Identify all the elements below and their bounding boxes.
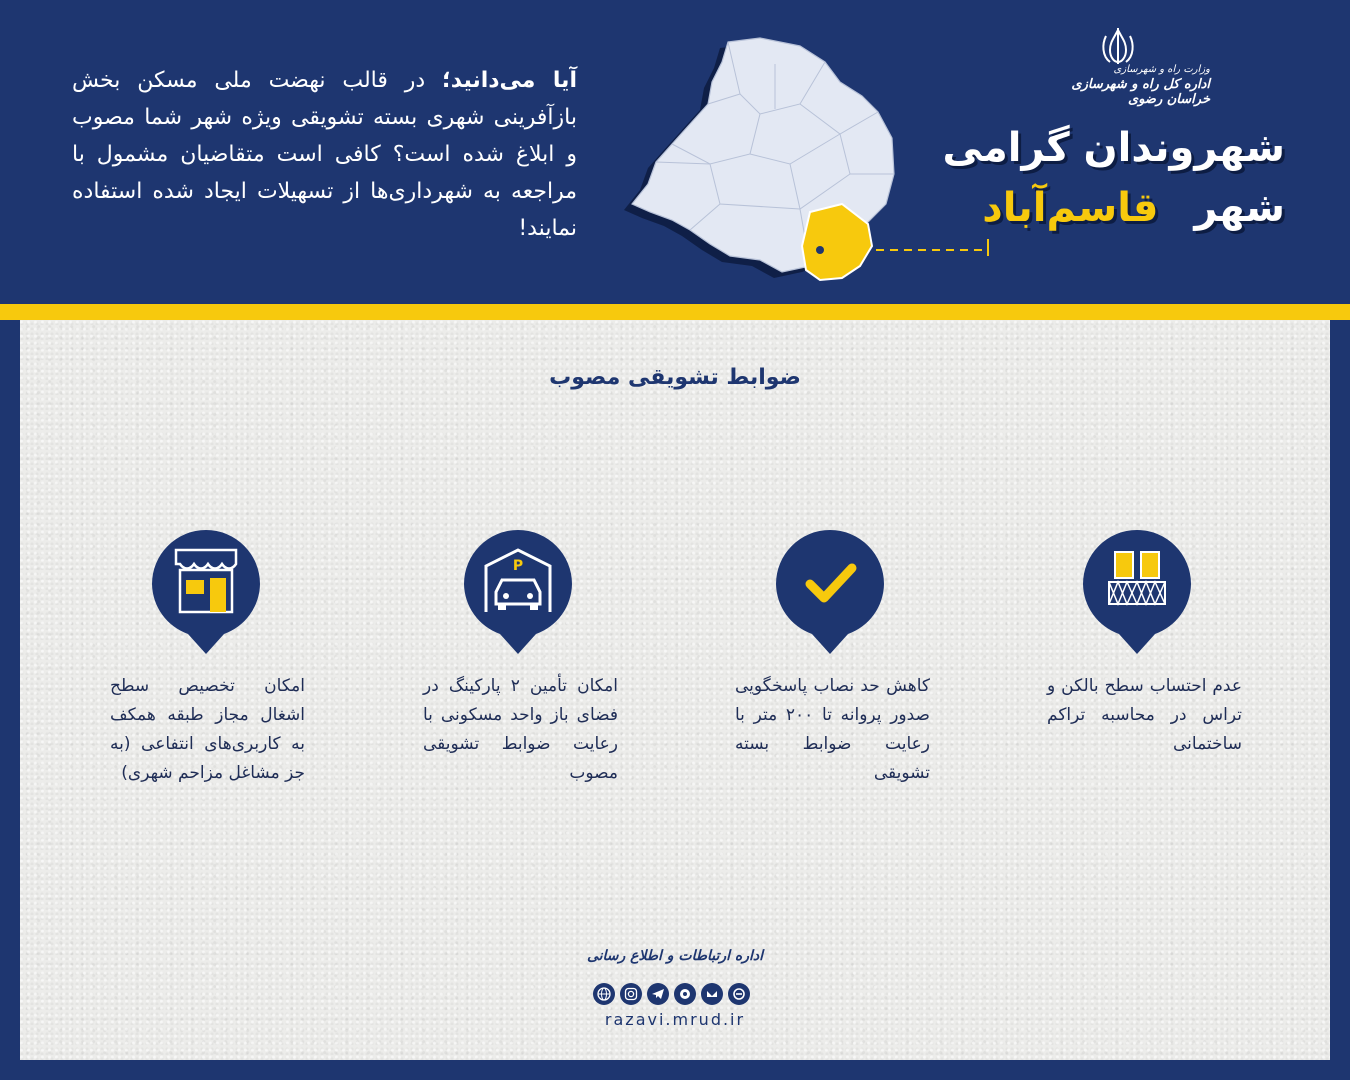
ministry-name: [1030, 64, 1210, 107]
ministry-line1: وزارت راه و شهرسازی: [1113, 64, 1210, 75]
checkmark-icon: [776, 530, 884, 660]
rubika-icon[interactable]: [728, 983, 750, 1005]
footer-org: اداره ارتباطات و اطلاع رسانی: [586, 948, 764, 964]
item-parking-text: امکان تأمین ۲ پارکینگ در فضای باز واحد مسکونی با رعایت ضوابط تشویقی مصوب: [423, 676, 619, 783]
did-you-know-text: [72, 62, 577, 247]
ministry-line2: اداره کل راه و شهرسازی خراسان رضوی: [1071, 77, 1210, 107]
eitaa-icon[interactable]: [674, 983, 696, 1005]
bale-icon[interactable]: [701, 983, 723, 1005]
instagram-icon[interactable]: [620, 983, 642, 1005]
citizens-title: شهروندان گرامی: [942, 125, 1285, 171]
balcony-icon: [1083, 530, 1191, 660]
city-name: قاسم‌آباد: [982, 185, 1159, 231]
did-you-know-lead: آیا می‌دانید؛: [441, 68, 577, 93]
telegram-icon[interactable]: [647, 983, 669, 1005]
city-title: [935, 185, 1285, 231]
item-shop-text: امکان تخصیص سطح اشغال مجاز طبقه همکف به کاربری‌های انتفاعی (به جز مشاغل مزاحم شهری): [110, 676, 305, 783]
city-word: شهر: [1194, 185, 1285, 231]
header-banner: [0, 0, 1350, 305]
web-icon[interactable]: [593, 983, 615, 1005]
shop-icon: [152, 530, 260, 660]
item-permit-text: کاهش حد نصاب پاسخگویی صدور پروانه تا ۲۰۰ متر با رعایت ضوابط بسته تشویقی: [735, 676, 930, 783]
section-title: ضوابط تشویقی مصوب: [549, 365, 801, 390]
website-link[interactable]: razavi.mrud.ir: [604, 1010, 746, 1029]
emblem-icon: [1100, 26, 1136, 66]
parking-icon: [464, 530, 572, 660]
social-icons: [593, 983, 757, 1007]
did-you-know-body: در قالب نهضت ملی مسکن بخش بازآفرینی شهری بسته تشویقی ویژه شهر شما مصوب و ابلاغ شده است؟ کافی است متقاضیان مشمول با مراجعه به شهرداری‌ها از تسهیلات ایجاد شده استفاده نمایند!: [72, 68, 577, 241]
yellow-divider: [0, 304, 1350, 320]
parking-letter: P: [512, 558, 524, 574]
item-balcony-text: عدم احتساب سطح بالکن و تراس در محاسبه تراکم ساختمانی: [1047, 676, 1242, 754]
